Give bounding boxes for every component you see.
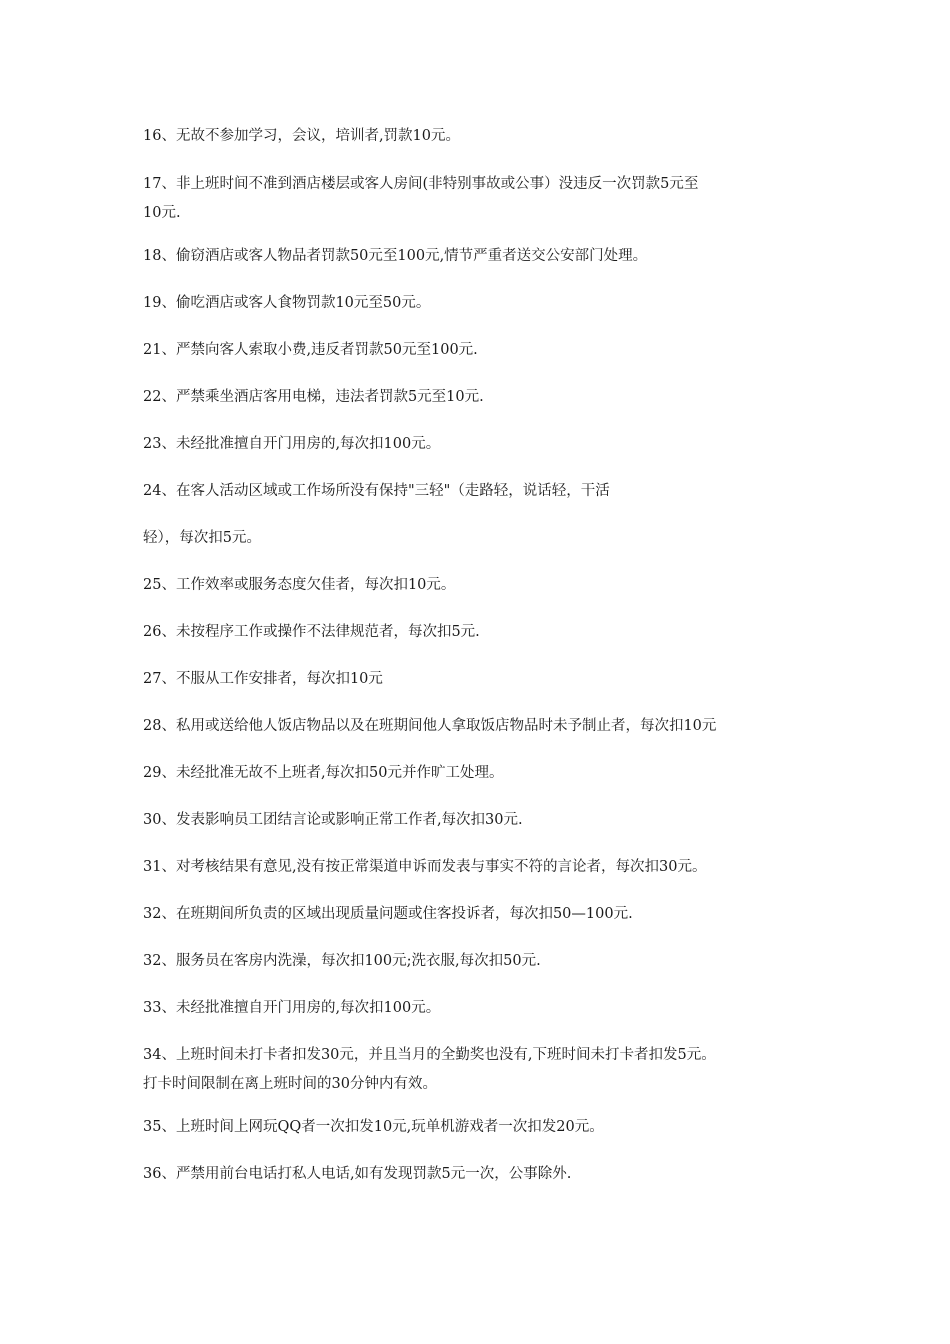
rule-line: 33、未经批准擅自开门用房的,每次扣100元。: [143, 1000, 441, 1016]
rule-line: 22、严禁乘坐酒店客用电梯，违法者罚款5元至10元.: [143, 389, 484, 405]
rule-line: 19、偷吃酒店或客人食物罚款10元至50元。: [143, 295, 431, 311]
rule-line: 36、严禁用前台电话打私人电话,如有发现罚款5元一次，公事除外.: [143, 1166, 572, 1182]
rule-26: [143, 618, 823, 647]
rule-34: [143, 1041, 823, 1099]
rule-line: 24、在客人活动区域或工作场所没有保持"三轻"（走路轻，说话轻，干活: [143, 483, 610, 499]
rule-line: 34、上班时间未打卡者扣发30元，并且当月的全勤奖也没有,下班时间未打卡者扣发5元。: [143, 1047, 716, 1063]
rule-line: 16、无故不参加学习，会议，培训者,罚款10元。: [143, 128, 461, 144]
rule-18: [143, 242, 823, 271]
rule-line: 30、发表影响员工团结言论或影响正常工作者,每次扣30元.: [143, 812, 523, 828]
rule-24-part-1: [143, 477, 823, 506]
rule-line: 35、上班时间上网玩QQ者一次扣发10元,玩单机游戏者一次扣发20元。: [143, 1119, 604, 1135]
rule-31: [143, 853, 823, 882]
rule-21: [143, 336, 823, 365]
rule-32-bathing: [143, 947, 823, 976]
rule-line: 25、工作效率或服务态度欠佳者，每次扣10元。: [143, 577, 456, 593]
rule-line: 26、未按程序工作或操作不法律规范者，每次扣5元.: [143, 624, 480, 640]
rule-line: 18、偷窃酒店或客人物品者罚款50元至100元,情节严重者送交公安部门处理。: [143, 248, 648, 264]
rule-line: 轻），每次扣5元。: [143, 530, 261, 546]
rule-line: 32、在班期间所负责的区域出现质量问题或住客投诉者，每次扣50—100元.: [143, 906, 633, 922]
rule-36: [143, 1160, 823, 1189]
rule-line: 27、不服从工作安排者，每次扣10元: [143, 671, 383, 687]
rule-line: 10元.: [143, 205, 181, 221]
rule-line: 21、严禁向客人索取小费,违反者罚款50元至100元.: [143, 342, 478, 358]
rule-line: 31、对考核结果有意见,没有按正常渠道申诉而发表与事实不符的言论者，每次扣30元。: [143, 859, 707, 875]
rule-35: [143, 1113, 823, 1142]
rule-25: [143, 571, 823, 600]
rule-28: [143, 712, 823, 741]
rule-23: [143, 430, 823, 459]
rule-line: 29、未经批准无故不上班者,每次扣50元并作旷工处理。: [143, 765, 504, 781]
rule-30: [143, 806, 823, 835]
rule-32-quality: [143, 900, 823, 929]
rule-17: [143, 170, 823, 228]
rule-33: [143, 994, 823, 1023]
rule-27: [143, 665, 823, 694]
rule-line: 打卡时间限制在离上班时间的30分钟内有效。: [143, 1076, 437, 1092]
rule-16: [143, 122, 823, 151]
rule-24-part-2: [143, 524, 823, 553]
rule-29: [143, 759, 823, 788]
rule-line: 32、服务员在客房内洗澡，每次扣100元;洗衣服,每次扣50元.: [143, 953, 541, 969]
rule-19: [143, 289, 823, 318]
rule-line: 17、非上班时间不准到酒店楼层或客人房间(非特别事故或公事）没违反一次罚款5元至: [143, 176, 699, 192]
rule-line: 28、私用或送给他人饭店物品以及在班期间他人拿取饭店物品时未予制止者，每次扣10元: [143, 718, 717, 734]
rule-line: 23、未经批准擅自开门用房的,每次扣100元。: [143, 436, 441, 452]
rule-22: [143, 383, 823, 412]
